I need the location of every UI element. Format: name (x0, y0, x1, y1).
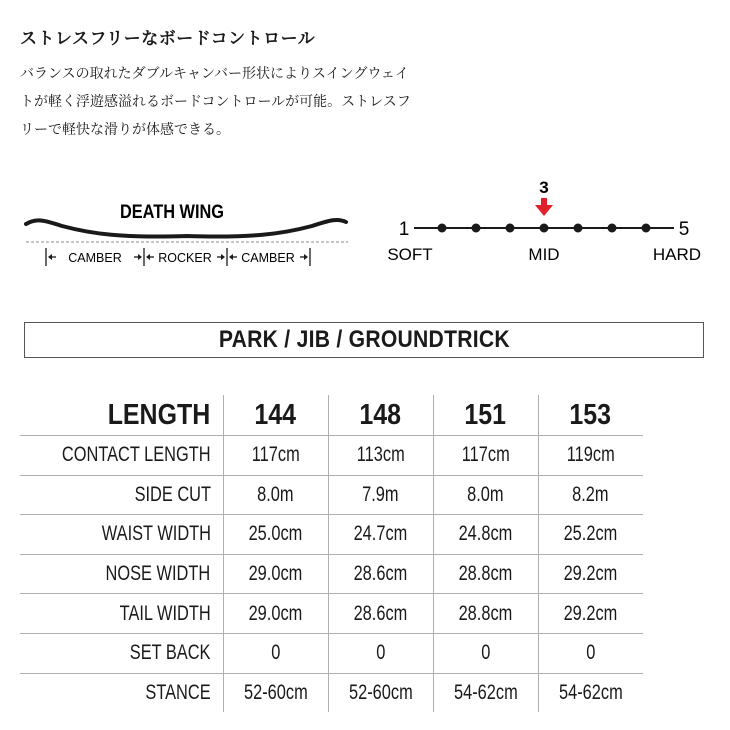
table-row (20, 633, 643, 673)
table-cell: 24.7cm (328, 515, 433, 555)
table-cell: 0 (223, 633, 328, 673)
table-cell: 0 (433, 633, 538, 673)
row-label: TAIL WIDTH (20, 594, 223, 634)
table-row (20, 594, 643, 634)
board-profile-diagram (22, 196, 352, 276)
description-line: トが軽く浮遊感溢れるボードコントロールが可能。ストレスフ (20, 94, 411, 110)
flex-dot (574, 224, 583, 233)
table-cell: 8.0m (223, 475, 328, 515)
row-label: WAIST WIDTH (20, 515, 223, 555)
category-banner (24, 322, 704, 358)
spec-table (20, 395, 643, 712)
flex-dot (540, 224, 549, 233)
row-label: SET BACK (20, 633, 223, 673)
table-cell: 0 (328, 633, 433, 673)
table-cell: 24.8cm (433, 515, 538, 555)
flex-marker-arrow (535, 198, 553, 216)
table-cell: 29.0cm (223, 594, 328, 634)
table-cell: 28.8cm (433, 594, 538, 634)
table-row (20, 673, 643, 712)
table-cell: 52-60cm (328, 673, 433, 712)
description-line: バランスの取れたダブルキャンバー形状によりスイングウェイ (20, 66, 409, 82)
zone-label-camber-right: CAMBER (241, 251, 295, 265)
table-row (20, 475, 643, 515)
flex-scale (384, 176, 714, 276)
table-cell: 117cm (433, 436, 538, 476)
flex-max: 5 (678, 219, 690, 240)
description (20, 60, 520, 144)
category-label: PARK / JIB / GROUNDTRICK (218, 326, 510, 353)
flex-dot (642, 224, 651, 233)
table-cell: 28.6cm (328, 594, 433, 634)
flex-dot (608, 224, 617, 233)
table-cell: 25.2cm (538, 515, 643, 555)
table-cell: 0 (538, 633, 643, 673)
flex-high-label: HARD (652, 245, 702, 264)
flex-dot (506, 224, 515, 233)
flex-dot (472, 224, 481, 233)
table-cell: 119cm (538, 436, 643, 476)
section-heading: ストレスフリーなボードコントロール (20, 29, 316, 49)
flex-dot (438, 224, 447, 233)
table-header-label: LENGTH (20, 395, 223, 436)
table-cell: 8.0m (433, 475, 538, 515)
table-cell: 117cm (223, 436, 328, 476)
table-row (20, 554, 643, 594)
zone-label-rocker: ROCKER (158, 251, 212, 265)
size-header: 153 (538, 395, 643, 436)
description-line: リーで軽快な滑りが体感できる。 (20, 122, 230, 138)
table-cell: 54-62cm (433, 673, 538, 712)
table-row (20, 515, 643, 555)
size-header: 151 (433, 395, 538, 436)
row-label: STANCE (145, 680, 211, 704)
row-label: CONTACT LENGTH (20, 436, 223, 476)
flex-mid-label: MID (528, 245, 560, 264)
flex-low-label: SOFT (387, 245, 433, 264)
table-cell: 25.0cm (223, 515, 328, 555)
table-cell: 7.9m (328, 475, 433, 515)
table-cell: 8.2m (538, 475, 643, 515)
table-header-row (20, 395, 643, 436)
board-profile-line (26, 220, 346, 237)
table-row (20, 436, 643, 476)
size-header: 148 (328, 395, 433, 436)
table-cell: 113cm (328, 436, 433, 476)
table-cell: 29.2cm (538, 594, 643, 634)
zone-label-camber-left: CAMBER (68, 251, 122, 265)
table-cell: 29.2cm (538, 554, 643, 594)
table-cell: 28.8cm (433, 554, 538, 594)
flex-min: 1 (398, 219, 410, 240)
table-cell: 29.0cm (223, 554, 328, 594)
table-cell: 28.6cm (328, 554, 433, 594)
flex-value-label: 3 (539, 178, 549, 197)
row-label: NOSE WIDTH (20, 554, 223, 594)
size-header: 144 (223, 395, 328, 436)
table-cell: 54-62cm (538, 673, 643, 712)
row-label: SIDE CUT (20, 475, 223, 515)
table-cell: 52-60cm (223, 673, 328, 712)
profile-name: DEATH WING (120, 200, 224, 223)
